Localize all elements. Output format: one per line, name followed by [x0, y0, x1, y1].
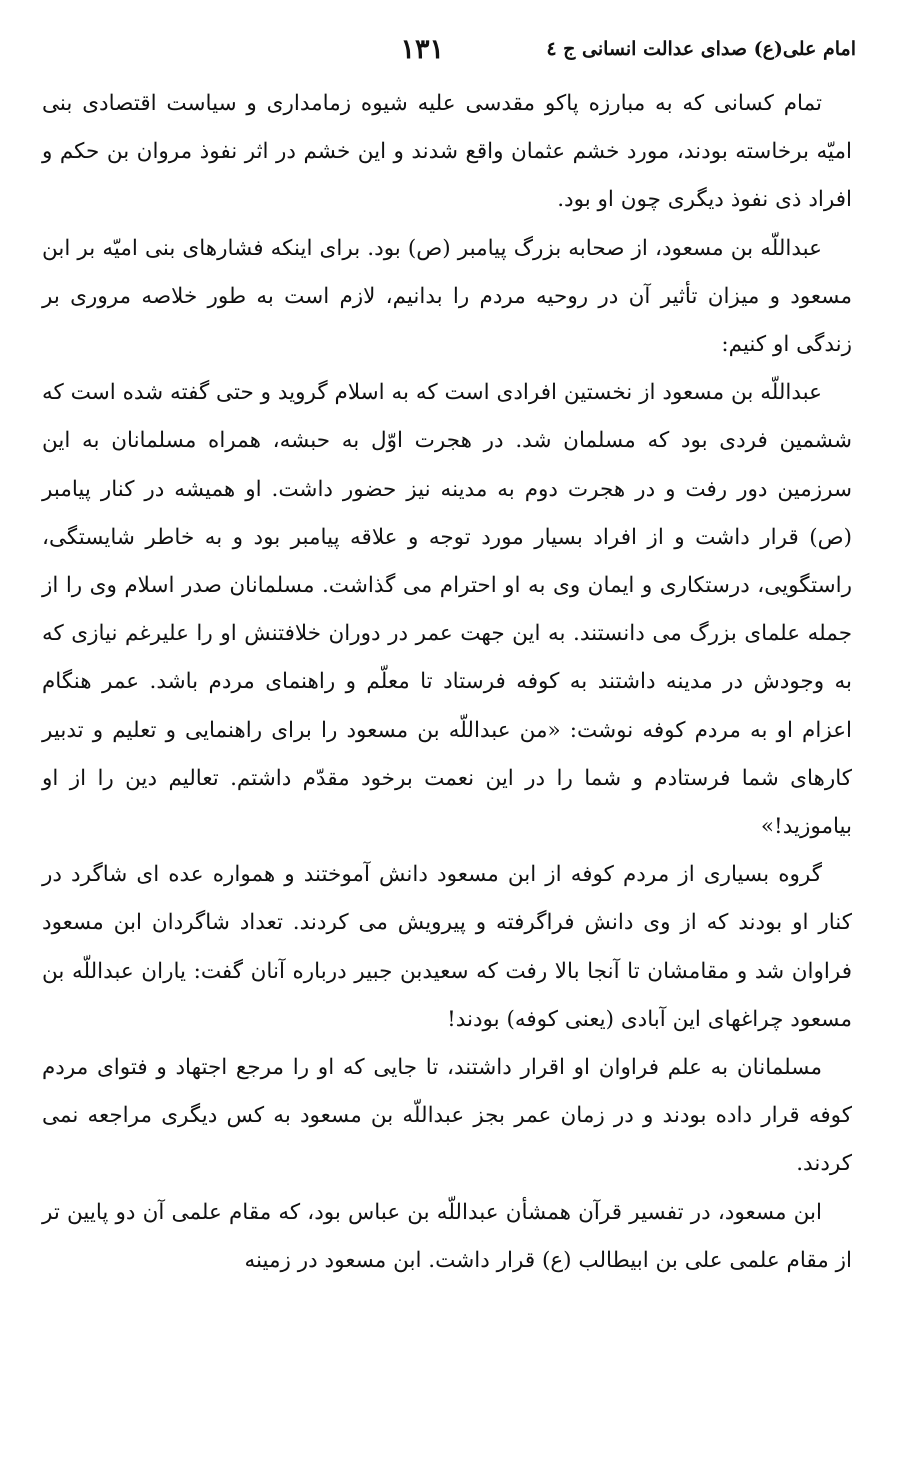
- running-title: امام علی(ع) صدای عدالت انسانی ج ٤: [546, 38, 856, 60]
- body-text: [42, 80, 852, 1285]
- paragraph: ابن مسعود، در تفسیر قرآن همشأن عبداللّه بن عباس بود، که مقام علمی آن دو پایین تر از مقام علمی علی بن ابیطالب (ع) قرار داشت. ابن مسعود در زمینه: [42, 1199, 852, 1273]
- paragraph: عبداللّه بن مسعود از نخستین افرادی است که به اسلام گروید و حتی گفته شده است که ششمین فردی بود که مسلمان شد. در هجرت اوّل به حبشه، همراه مسلمانان به این سرزمین دور رفت و در هجرت دوم به مدینه نیز حضور داشت. او همیشه در کنار پیامبر (ص) قرار داشت و از افراد بسیار مورد توجه و علاقه پیامبر بود و به خاطر شایستگی، راستگویی، درستکاری و ایمان وی به او احترام می گذاشت. مسلمانان صدر اسلام وی را از جمله علمای بزرگ می دانستند. به این جهت عمر در دوران خلافتنش او را علیرغم نیازی که به وجودش در مدینه داشتند به کوفه فرستاد تا معلّم و راهنمای مردم باشد. عمر هنگام اعزام او به مردم کوفه نوشت: «من عبداللّه بن مسعود را برای راهنمایی و تعلیم و تدبیر کارهای شما فرستادم و شما را در این نعمت برخود مقدّم داشتم. تعالیم دین را از او بیاموزید!»: [42, 380, 852, 840]
- paragraph: تمام کسانی که به مبارزه پاکو مقدسی علیه شیوه زمامداری و سیاست اقتصادی بنی امیّه برخاسته بودند، مورد خشم عثمان واقع شدند و این خشم در اثر نفوذ مروان بن حکم و افراد ذی نفوذ دیگری چون او بود.: [42, 91, 852, 213]
- paragraph: عبداللّه بن مسعود، از صحابه بزرگ پیامبر (ص) بود. برای اینکه فشارهای بنی امیّه بر ابن مسعود و میزان تأثیر آن در روحیه مردم را بدانیم، لازم است به طور خلاصه مروری بر زندگی او کنیم:: [42, 235, 852, 358]
- page-number: ۱۳۱: [400, 34, 444, 65]
- paragraph: مسلمانان به علم فراوان او اقرار داشتند، تا جایی که او را مرجع اجتهاد و فتوای مردم کوفه قرار داده بودند و در زمان عمر بجز عبداللّه بن مسعود به کس دیگری مراجعه نمی کردند.: [42, 1055, 852, 1177]
- paragraph: گروه بسیاری از مردم کوفه از ابن مسعود دانش آموختند و همواره عده ای شاگرد در کنار او بودند که از وی دانش فراگرفته و پیرویش می کردند. تعداد شاگردان ابن مسعود فراوان شد و مقامشان تا آنجا بالا رفت که سعیدبن جبیر درباره آنان گفت: یاران عبداللّه بن مسعود چراغهای این آبادی (یعنی کوفه) بودند!: [42, 862, 852, 1032]
- page-header: [40, 34, 856, 78]
